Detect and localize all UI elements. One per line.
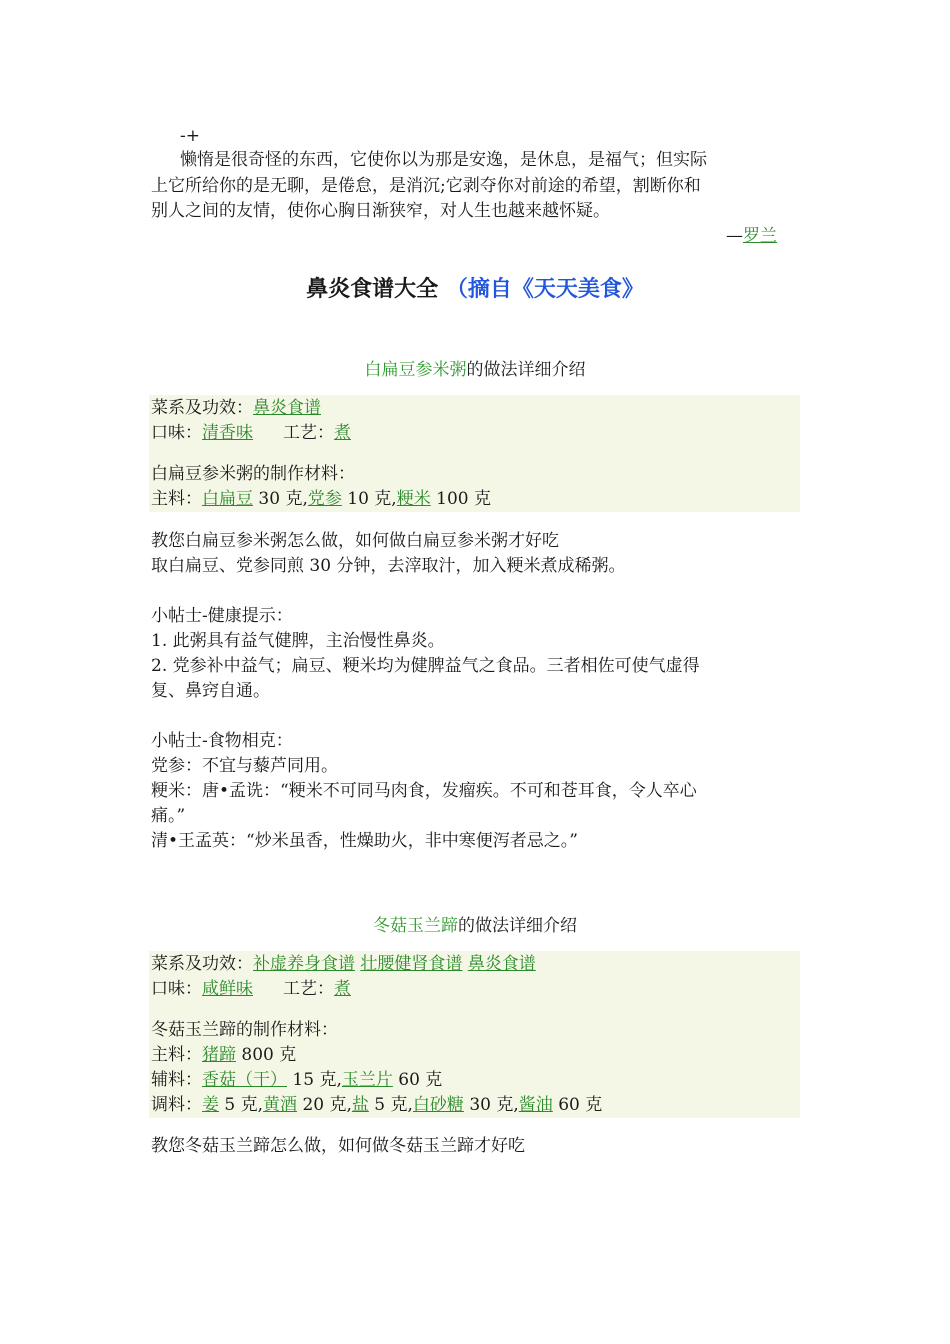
recipe2-seasonings (151, 1093, 602, 1118)
title-source: （摘自《天天美食》 (445, 277, 644, 302)
recipe1-craft-link[interactable]: 煮 (334, 423, 351, 443)
recipe2-taste-label: 口味： (151, 979, 202, 999)
recipe1-name: 白扁豆参米粥 (364, 360, 467, 380)
title-main: 鼻炎食谱大全 (306, 277, 439, 302)
recipe2-main-ingredients (151, 1043, 296, 1068)
ingredient-amount: 30 克, (469, 1095, 519, 1115)
recipe2-category-label: 菜系及功效： (151, 954, 253, 974)
ingredient-amount: 10 克, (347, 489, 397, 509)
recipe1-heading (0, 358, 950, 383)
recipe1-heading-suffix: 的做法详细介绍 (466, 360, 586, 380)
ingredient-link[interactable]: 粳米 (396, 489, 431, 509)
recipe2-category-link[interactable]: 鼻炎食谱 (467, 954, 536, 974)
recipe2-category-link[interactable]: 壮腰健肾食谱 (360, 954, 463, 974)
ingredient-amount: 5 克, (224, 1095, 264, 1115)
ingredient-link[interactable]: 白砂糖 (412, 1095, 464, 1115)
recipe2-how-title: 教您冬菇玉兰蹄怎么做，如何做冬菇玉兰蹄才好吃 (151, 1136, 525, 1156)
recipe2-season-label: 调料： (151, 1095, 202, 1115)
recipe2-craft-link[interactable]: 煮 (334, 979, 351, 999)
ingredient-link[interactable]: 酱油 (518, 1095, 553, 1115)
quote-attribution (726, 224, 777, 249)
recipe1-taste (151, 421, 351, 446)
recipe1-category (151, 396, 321, 421)
ingredient-amount: 100 克 (436, 489, 491, 509)
recipe2-taste (151, 977, 351, 1002)
recipe1-tip2-line1: 党参：不宜与藜芦同用。 (151, 756, 338, 776)
recipe2-name: 冬菇玉兰蹄 (373, 916, 458, 936)
ingredient-amount: 30 克, (258, 489, 308, 509)
quote-line-2: 上它所给你的是无聊，是倦怠，是消沉;它剥夺你对前途的希望，割断你和 (151, 176, 701, 196)
recipe1-tip2-line2: 粳米：唐•孟诜：“粳米不可同马肉食，发瘤疾。不可和苍耳食，令人卒心 (151, 781, 697, 801)
ingredient-link[interactable]: 姜 (202, 1095, 219, 1115)
recipe1-craft-label: 工艺： (283, 423, 334, 443)
ingredient-link[interactable]: 黄酒 (263, 1095, 298, 1115)
ingredient-amount: 15 克, (292, 1070, 342, 1090)
ingredient-link[interactable]: 白扁豆 (202, 489, 253, 509)
recipe2-craft-label: 工艺： (283, 979, 334, 999)
recipe1-tip1-item2b: 复、鼻窍自通。 (151, 681, 270, 701)
recipe1-tip2-line4: 清•王孟英：“炒米虽香，性燥助火，非中寒便泻者忌之。” (151, 831, 578, 851)
recipe1-taste-link[interactable]: 清香味 (202, 423, 253, 443)
recipe1-tip1-title: 小帖士-健康提示： (151, 606, 293, 626)
quote-line-3: 别人之间的友情，使你心胸日渐狭窄，对人生也越来越怀疑。 (151, 201, 610, 221)
recipe1-main-ingredients (151, 487, 491, 512)
ingredient-link[interactable]: 玉兰片 (341, 1070, 393, 1090)
recipe1-taste-label: 口味： (151, 423, 202, 443)
ingredient-link[interactable]: 香菇（干） (202, 1070, 287, 1090)
ingredient-amount: 60 克 (558, 1095, 603, 1115)
recipe1-category-link[interactable]: 鼻炎食谱 (253, 398, 321, 418)
recipe2-heading (0, 914, 950, 939)
ingredient-amount: 60 克 (398, 1070, 443, 1090)
recipe1-tip1-item1: 1. 此粥具有益气健脾，主治慢性鼻炎。 (151, 631, 445, 651)
quote-author-link[interactable]: 罗兰 (743, 226, 777, 246)
recipe1-materials-title: 白扁豆参米粥的制作材料： (151, 464, 355, 484)
ingredient-link[interactable]: 党参 (307, 489, 342, 509)
recipe1-how-step: 取白扁豆、党参同煎 30 分钟，去滓取汁，加入粳米煮成稀粥。 (151, 556, 626, 576)
recipe2-aux-label: 辅料： (151, 1070, 202, 1090)
ingredient-link[interactable]: 猪蹄 (202, 1045, 236, 1065)
recipe2-heading-suffix: 的做法详细介绍 (458, 916, 577, 936)
recipe2-category-link[interactable]: 补虚养身食谱 (253, 954, 355, 974)
recipe1-how-title: 教您白扁豆参米粥怎么做，如何做白扁豆参米粥才好吃 (151, 531, 559, 551)
ingredient-link[interactable]: 盐 (351, 1095, 369, 1115)
top-mark: -+ (180, 126, 200, 146)
ingredient-amount: 800 克 (241, 1045, 297, 1065)
recipe2-taste-link[interactable]: 咸鲜味 (202, 979, 253, 999)
recipe1-tip2-line3: 痛。” (151, 806, 186, 826)
recipe2-category (151, 952, 536, 977)
quote-dash: — (726, 226, 743, 246)
recipe1-category-label: 菜系及功效： (151, 398, 253, 418)
recipe2-main-label: 主料： (151, 1045, 202, 1065)
recipe2-materials-title: 冬菇玉兰蹄的制作材料： (151, 1020, 338, 1040)
recipe1-main-label: 主料： (151, 489, 202, 509)
recipe1-tip2-title: 小帖士-食物相克： (151, 731, 293, 751)
recipe1-tip1-item2a: 2. 党参补中益气；扁豆、粳米均为健脾益气之食品。三者相佐可使气虚得 (151, 656, 700, 676)
recipe2-aux-ingredients (151, 1068, 442, 1093)
ingredient-amount: 5 克, (374, 1095, 413, 1115)
ingredient-amount: 20 克, (302, 1095, 352, 1115)
page-title (0, 272, 950, 303)
quote-line-1: 懒惰是很奇怪的东西，它使你以为那是安逸，是休息，是福气；但实际 (180, 150, 707, 170)
